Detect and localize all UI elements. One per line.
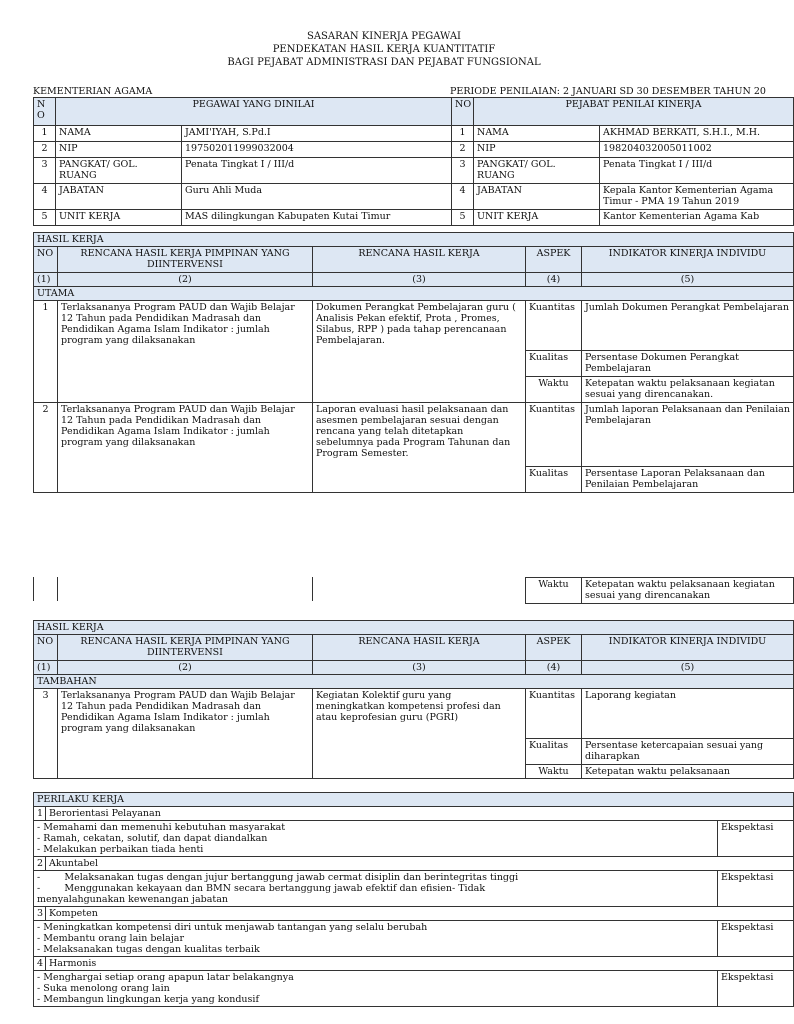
perilaku-desc [34, 971, 718, 1007]
item-indikator: Persentase Laporan Pelaksanaan dan Penilaian Pembelajaran [582, 467, 794, 493]
item-rencana: Laporan evaluasi hasil pelaksanaan dan asesmen pembelajaran sesuai dengan rencana yang telah ditetapkan sebelumnya pada Program Tahunan dan Program Semester. [313, 403, 526, 493]
perilaku-desc [34, 921, 718, 957]
item-aspek: Kuantitas [526, 689, 582, 739]
instansi: KEMENTERIAN AGAMA [33, 86, 153, 97]
item-rencana: Kegiatan Kolektif guru yang meningkatkan kompetensi profesi dan atau keprofesian guru (PGRI) [313, 689, 526, 779]
ekspektasi-label: Ekspektasi [718, 921, 794, 957]
item-aspek: Kuantitas [526, 301, 582, 351]
section-utama: UTAMA [34, 287, 794, 301]
perilaku-name: Kompeten [46, 907, 794, 921]
h-indikator: INDIKATOR KINERJA INDIVIDU [582, 635, 794, 661]
item-pimpinan: Terlaksananya Program PAUD dan Wajib Belajar 12 Tahun pada Pendidikan Madrasah dan Pendidikan Agama Islam Indikator : jumlah program yang dilaksanakan [58, 403, 313, 493]
ekspektasi-label: Ekspektasi [718, 821, 794, 857]
row-label: NAMA [56, 126, 182, 142]
perilaku-line: - Membangun lingkungan kerja yang kondusif [37, 994, 259, 1005]
row-no: 1 [34, 126, 56, 142]
n1: (1) [34, 661, 58, 675]
n2: (2) [58, 273, 313, 287]
item-indikator: Persentase Dokumen Perangkat Pembelajaran [582, 351, 794, 377]
perilaku-no: 3 [34, 907, 46, 921]
row-no2: 5 [452, 210, 474, 226]
periode: PERIODE PENILAIAN: 2 JANUARI SD 30 DESEMBER TAHUN 20 [450, 86, 766, 97]
row-no2: 4 [452, 184, 474, 210]
perilaku-line: - Melaksanakan tugas dengan jujur bertanggung jawab cermat disiplin dan berintegritas tinggi [37, 872, 519, 883]
n1: (1) [34, 273, 58, 287]
perilaku-no: 4 [34, 957, 46, 971]
perilaku-no: 2 [34, 857, 46, 871]
item-indikator: Ketepatan waktu pelaksanaan kegiatan sesuai yang direncanakan. [582, 377, 794, 403]
table-row [34, 126, 794, 142]
perilaku-line: - Melakukan perbaikan tiada henti [37, 844, 204, 855]
item-rencana: Dokumen Perangkat Pembelajaran guru ( Analisis Pekan efektif, Prota , Promes, Silabus, RPP ) pada tahap perencanaan Pembelajaran. [313, 301, 526, 403]
h-no: NO [34, 635, 58, 661]
perilaku-name: Akuntabel [46, 857, 794, 871]
row-value: Guru Ahli Muda [182, 184, 452, 210]
col-no2: NO [452, 98, 474, 126]
h-rencana: RENCANA HASIL KERJA [313, 247, 526, 273]
row-value: MAS dilingkungan Kabupaten Kutai Timur [182, 210, 452, 226]
row-label2: NIP [474, 142, 600, 158]
perilaku-line: - Menghargai setiap orang apapun latar belakangnya [37, 972, 294, 983]
row-no: 5 [34, 210, 56, 226]
section-tambahan: TAMBAHAN [34, 675, 794, 689]
continuation-row [525, 577, 794, 604]
table-row [34, 158, 794, 184]
row-no: 3 [34, 158, 56, 184]
cont-aspek: Waktu [526, 578, 582, 604]
perilaku-kerja-table [33, 792, 794, 1007]
item-indikator: Laporang kegiatan [582, 689, 794, 739]
row-label: PANGKAT/ GOL. RUANG [56, 158, 182, 184]
row-value2: Kantor Kementerian Agama Kab [600, 210, 794, 226]
table-row [34, 142, 794, 158]
row-no: 4 [34, 184, 56, 210]
table-row [34, 210, 794, 226]
item-indikator: Jumlah laporan Pelaksanaan dan Penilaian Pembelajaran [582, 403, 794, 467]
ekspektasi-label: Ekspektasi [718, 971, 794, 1007]
cont-indikator: Ketepatan waktu pelaksanaan kegiatan sesuai yang direncanakan [582, 578, 794, 604]
perilaku-line: - Menggunakan kekayaan dan BMN secara bertanggung jawab efektif dan efisien- Tidak [37, 883, 486, 894]
hasil-kerja-table [33, 232, 794, 493]
h-indikator: INDIKATOR KINERJA INDIVIDU [582, 247, 794, 273]
doc-subtitle: PENDEKATAN HASIL KERJA KUANTITATIF [272, 44, 496, 55]
perilaku-line: - Suka menolong orang lain [37, 983, 170, 994]
col-dinilai: PEGAWAI YANG DINILAI [56, 98, 452, 126]
row-value2: Kepala Kantor Kementerian Agama Timur - PMA 19 Tahun 2019 [600, 184, 794, 210]
hasil-kerja-tambahan-table [33, 620, 794, 779]
row-label: NIP [56, 142, 182, 158]
item-aspek: Waktu [526, 765, 582, 779]
perilaku-line: - Melaksanakan tugas dengan kualitas terbaik [37, 944, 260, 955]
n5: (5) [582, 273, 794, 287]
col-penilai: PEJABAT PENILAI KINERJA [474, 98, 794, 126]
h-rencana-pimpinan: RENCANA HASIL KERJA PIMPINAN YANG DIINTERVENSI [58, 247, 313, 273]
divider [57, 577, 58, 601]
item-indikator: Jumlah Dokumen Perangkat Pembelajaran [582, 301, 794, 351]
divider [33, 577, 34, 601]
row-value: JAMI'IYAH, S.Pd.I [182, 126, 452, 142]
item-no: 3 [34, 689, 58, 779]
ekspektasi-label: Ekspektasi [718, 871, 794, 907]
row-label2: UNIT KERJA [474, 210, 600, 226]
item-indikator: Ketepatan waktu pelaksanaan [582, 765, 794, 779]
row-no2: 3 [452, 158, 474, 184]
h-aspek: ASPEK [526, 635, 582, 661]
n4: (4) [526, 661, 582, 675]
n4: (4) [526, 273, 582, 287]
row-value2: AKHMAD BERKATI, S.H.I., M.H. [600, 126, 794, 142]
perilaku-line: - Meningkatkan kompetensi diri untuk menjawab tantangan yang selalu berubah [37, 922, 428, 933]
h-aspek: ASPEK [526, 247, 582, 273]
perilaku-desc [34, 821, 718, 857]
item-aspek: Kuantitas [526, 403, 582, 467]
divider [312, 577, 313, 601]
item-aspek: Kualitas [526, 467, 582, 493]
row-label: JABATAN [56, 184, 182, 210]
perilaku-desc [34, 871, 718, 907]
row-value: 197502011999032004 [182, 142, 452, 158]
item-aspek: Kualitas [526, 739, 582, 765]
row-no2: 2 [452, 142, 474, 158]
table-row [34, 184, 794, 210]
item-no: 2 [34, 403, 58, 493]
row-value2: 198204032005011002 [600, 142, 794, 158]
perilaku-name: Berorientasi Pelayanan [46, 807, 794, 821]
item-aspek: Kualitas [526, 351, 582, 377]
row-no: 2 [34, 142, 56, 158]
item-no: 1 [34, 301, 58, 403]
pegawai-table [33, 97, 794, 226]
section-title: PERILAKU KERJA [34, 793, 794, 807]
perilaku-line: - Membantu orang lain belajar [37, 933, 184, 944]
row-no2: 1 [452, 126, 474, 142]
section-title: HASIL KERJA [34, 233, 794, 247]
h-rencana-pimpinan: RENCANA HASIL KERJA PIMPINAN YANG DIINTERVENSI [58, 635, 313, 661]
row-label2: NAMA [474, 126, 600, 142]
n2: (2) [58, 661, 313, 675]
perilaku-no: 1 [34, 807, 46, 821]
row-label2: PANGKAT/ GOL. RUANG [474, 158, 600, 184]
h-rencana: RENCANA HASIL KERJA [313, 635, 526, 661]
item-pimpinan: Terlaksananya Program PAUD dan Wajib Belajar 12 Tahun pada Pendidikan Madrasah dan Pendidikan Agama Islam Indikator : jumlah program yang dilaksanakan [58, 301, 313, 403]
doc-subtitle-2: BAGI PEJABAT ADMINISTRASI DAN PEJABAT FUNGSIONAL [227, 57, 541, 68]
n3: (3) [313, 273, 526, 287]
row-label2: JABATAN [474, 184, 600, 210]
section-title: HASIL KERJA [34, 621, 794, 635]
perilaku-name: Harmonis [46, 957, 794, 971]
doc-title: SASARAN KINERJA PEGAWAI [306, 31, 462, 42]
col-no: N O [34, 98, 56, 126]
row-value2: Penata Tingkat I / III/d [600, 158, 794, 184]
item-pimpinan: Terlaksananya Program PAUD dan Wajib Belajar 12 Tahun pada Pendidikan Madrasah dan Pendidikan Agama Islam Indikator : jumlah program yang dilaksanakan [58, 689, 313, 779]
row-value: Penata Tingkat I / III/d [182, 158, 452, 184]
n5: (5) [582, 661, 794, 675]
item-indikator: Persentase ketercapaian sesuai yang diharapkan [582, 739, 794, 765]
perilaku-line: menyalahgunakan kewenangan jabatan [37, 894, 229, 905]
row-label: UNIT KERJA [56, 210, 182, 226]
h-no: NO [34, 247, 58, 273]
perilaku-line: - Ramah, cekatan, solutif, dan dapat diandalkan [37, 833, 268, 844]
item-aspek: Waktu [526, 377, 582, 403]
perilaku-line: - Memahami dan memenuhi kebutuhan masyarakat [37, 822, 286, 833]
n3: (3) [313, 661, 526, 675]
